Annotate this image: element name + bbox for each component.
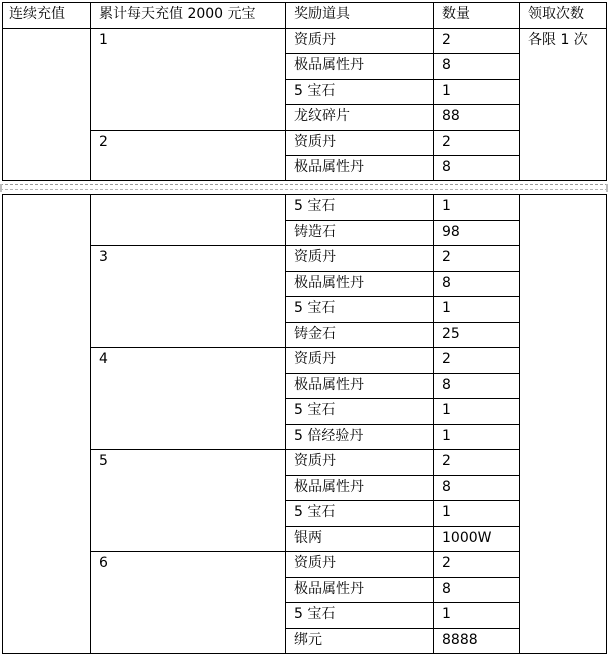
header-daily-recharge: 累计每天充值 2000 元宝 bbox=[91, 3, 286, 29]
item-cell: 5 倍经验丹 bbox=[286, 425, 434, 450]
item-cell: 极品属性丹 bbox=[286, 374, 434, 399]
item-cell: 5 宝石 bbox=[286, 80, 434, 105]
empty-cell bbox=[3, 195, 91, 654]
page-break-line bbox=[0, 189, 608, 191]
qty-cell: 8 bbox=[434, 54, 520, 80]
day-cell: 4 bbox=[91, 348, 286, 450]
qty-cell: 1 bbox=[434, 297, 520, 323]
table-row bbox=[3, 131, 607, 156]
reward-table-part-1 bbox=[2, 2, 607, 181]
claim-limit-cell: 各限 1 次 bbox=[520, 29, 607, 181]
day-cell: 5 bbox=[91, 450, 286, 552]
reward-table-part-2 bbox=[2, 194, 607, 654]
table-row bbox=[3, 29, 607, 54]
empty-cell bbox=[3, 29, 91, 181]
qty-cell: 1 bbox=[434, 399, 520, 425]
day-cell-continued bbox=[91, 195, 286, 246]
item-cell: 5 宝石 bbox=[286, 603, 434, 629]
item-cell: 极品属性丹 bbox=[286, 272, 434, 297]
qty-cell: 8 bbox=[434, 476, 520, 501]
item-cell: 极品属性丹 bbox=[286, 578, 434, 603]
item-cell: 极品属性丹 bbox=[286, 476, 434, 501]
qty-cell: 1 bbox=[434, 603, 520, 629]
day-cell: 1 bbox=[91, 29, 286, 131]
qty-cell: 2 bbox=[434, 131, 520, 156]
item-cell: 极品属性丹 bbox=[286, 156, 434, 181]
day-cell: 2 bbox=[91, 131, 286, 181]
table-row bbox=[3, 348, 607, 374]
page-break-line bbox=[0, 184, 608, 186]
item-cell: 5 宝石 bbox=[286, 195, 434, 221]
header-row bbox=[3, 3, 607, 29]
item-cell: 极品属性丹 bbox=[286, 54, 434, 80]
item-cell: 资质丹 bbox=[286, 348, 434, 374]
table-row bbox=[3, 246, 607, 272]
qty-cell: 98 bbox=[434, 221, 520, 246]
qty-cell: 2 bbox=[434, 246, 520, 272]
header-reward-item: 奖励道具 bbox=[286, 3, 434, 29]
item-cell: 龙纹碎片 bbox=[286, 105, 434, 131]
qty-cell: 8 bbox=[434, 578, 520, 603]
qty-cell: 2 bbox=[434, 348, 520, 374]
item-cell: 资质丹 bbox=[286, 29, 434, 54]
table-row bbox=[3, 195, 607, 221]
item-cell: 铸金石 bbox=[286, 323, 434, 348]
item-cell: 资质丹 bbox=[286, 246, 434, 272]
qty-cell: 8 bbox=[434, 374, 520, 399]
header-consecutive-recharge: 连续充值 bbox=[3, 3, 91, 29]
qty-cell: 8 bbox=[434, 156, 520, 181]
page-edge-left bbox=[0, 184, 2, 192]
header-claim-times: 领取次数 bbox=[520, 3, 607, 29]
day-cell: 3 bbox=[91, 246, 286, 348]
qty-cell: 1000W bbox=[434, 527, 520, 552]
qty-cell: 2 bbox=[434, 29, 520, 54]
item-cell: 5 宝石 bbox=[286, 297, 434, 323]
qty-cell: 1 bbox=[434, 80, 520, 105]
qty-cell: 1 bbox=[434, 425, 520, 450]
claim-limit-cell-continued bbox=[520, 195, 607, 654]
item-cell: 绑元 bbox=[286, 629, 434, 654]
qty-cell: 1 bbox=[434, 195, 520, 221]
qty-cell: 1 bbox=[434, 501, 520, 527]
item-cell: 银两 bbox=[286, 527, 434, 552]
item-cell: 资质丹 bbox=[286, 552, 434, 578]
qty-cell: 8 bbox=[434, 272, 520, 297]
item-cell: 资质丹 bbox=[286, 131, 434, 156]
item-cell: 5 宝石 bbox=[286, 501, 434, 527]
item-cell: 5 宝石 bbox=[286, 399, 434, 425]
table-row bbox=[3, 552, 607, 578]
qty-cell: 88 bbox=[434, 105, 520, 131]
qty-cell: 8888 bbox=[434, 629, 520, 654]
item-cell: 铸造石 bbox=[286, 221, 434, 246]
qty-cell: 2 bbox=[434, 450, 520, 476]
day-cell: 6 bbox=[91, 552, 286, 654]
table-row bbox=[3, 450, 607, 476]
header-quantity: 数量 bbox=[434, 3, 520, 29]
item-cell: 资质丹 bbox=[286, 450, 434, 476]
qty-cell: 25 bbox=[434, 323, 520, 348]
qty-cell: 2 bbox=[434, 552, 520, 578]
